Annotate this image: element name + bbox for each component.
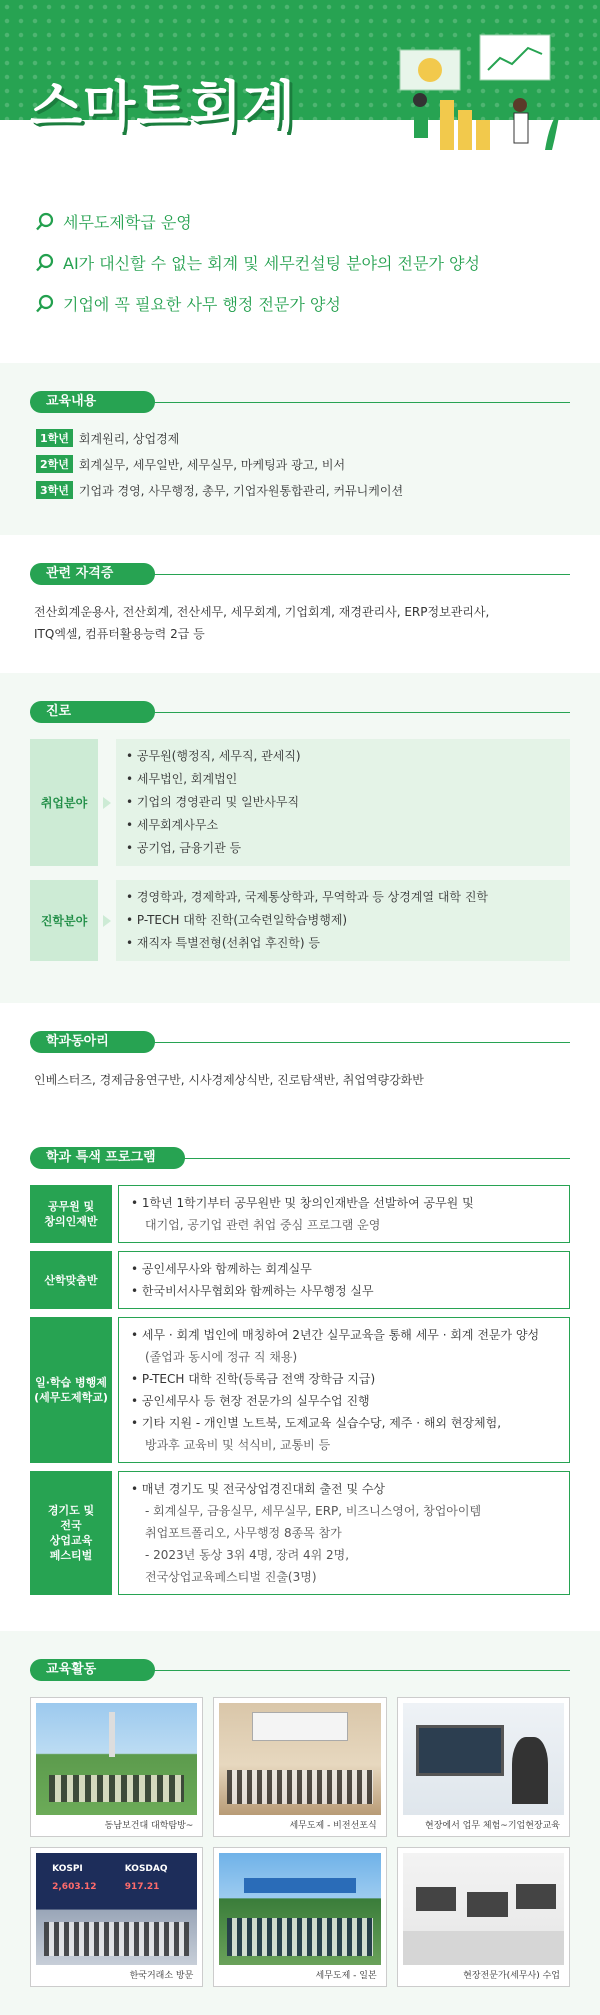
program-line: • 매년 경기도 및 전국상업경진대회 출전 및 수상 bbox=[131, 1482, 386, 1496]
program-label bbox=[30, 1471, 112, 1595]
section-title: 학과동아리 bbox=[30, 1031, 155, 1053]
photo-caption: 동남보건대 대학탐방~ bbox=[104, 1821, 194, 1831]
activity-photo[interactable] bbox=[30, 1697, 203, 1837]
clubs-text: 인베스터즈, 경제금융연구반, 시사경제상식반, 진로탐색반, 취업역량강화반 bbox=[34, 1073, 424, 1087]
program-body bbox=[118, 1251, 570, 1309]
section-header bbox=[30, 391, 570, 413]
grade-text: 회계원리, 상업경제 bbox=[78, 431, 180, 446]
photo-caption: 현장에서 업무 체험~기업현장교육 bbox=[425, 1821, 560, 1831]
grade-row bbox=[36, 481, 570, 499]
grade-tag: 2학년 bbox=[36, 455, 73, 473]
photo-image bbox=[403, 1703, 564, 1815]
section-header bbox=[30, 563, 570, 585]
section-title: 관련 자격증 bbox=[30, 563, 155, 585]
program-row bbox=[30, 1471, 570, 1595]
career-label: 취업분야 bbox=[30, 739, 98, 866]
program-line: 취업포트폴리오, 사무행정 8종목 참가 bbox=[145, 1526, 342, 1540]
career-label: 진학분야 bbox=[30, 880, 98, 961]
career-list bbox=[116, 880, 570, 961]
photo-caption: 한국거래소 방문 bbox=[129, 1971, 194, 1981]
program-line: • 기타 지원 - 개인별 노트북, 도제교육 실습수당, 제주 · 해외 현장체험, bbox=[131, 1416, 502, 1430]
header-banner bbox=[0, 0, 600, 160]
program-line: 전국상업교육페스티벌 진출(3명) bbox=[145, 1570, 317, 1584]
grade-tag: 1학년 bbox=[36, 429, 73, 447]
career-item: • 경영학과, 경제학과, 국제통상학과, 무역학과 등 상경계열 대학 진학 bbox=[126, 890, 489, 904]
section-header bbox=[30, 1659, 570, 1681]
program-row bbox=[30, 1317, 570, 1463]
kospi-value: 2,603.12 bbox=[52, 1882, 97, 1893]
program-label-text: 산학맞춤반 bbox=[44, 1273, 98, 1287]
activities-section bbox=[0, 1631, 600, 2015]
kosdaq-value: 917.21 bbox=[124, 1882, 160, 1893]
intro-text: AI가 대신할 수 없는 회계 및 세무컨설팅 분야의 전문가 양성 bbox=[63, 254, 480, 273]
section-title: 진로 bbox=[30, 701, 155, 723]
grade-text: 기업과 경영, 사무행정, 총무, 기업자원통합관리, 커뮤니케이션 bbox=[78, 483, 404, 498]
program-line: • P-TECH 대학 진학(등록금 전액 장학금 지급) bbox=[131, 1372, 376, 1386]
kospi-label: KOSPI bbox=[52, 1864, 83, 1875]
activity-photo[interactable] bbox=[397, 1697, 570, 1837]
career-item: • 재직자 특별전형(선취업 후진학) 등 bbox=[126, 936, 320, 950]
grade-tag: 3학년 bbox=[36, 481, 73, 499]
program-line: • 1학년 1학기부터 공무원반 및 창의인재반을 선발하여 공무원 및 bbox=[131, 1196, 474, 1210]
program-body bbox=[118, 1185, 570, 1243]
program-label-text: 경기도 및 전국 상업교육 페스티벌 bbox=[47, 1504, 95, 1562]
program-line: • 공인세무사 등 현장 전문가의 실무수업 진행 bbox=[131, 1394, 370, 1408]
section-header bbox=[30, 1031, 570, 1053]
program-line: - 회계실무, 금융실무, 세무실무, ERP, 비즈니스영어, 창업아이템 bbox=[145, 1504, 482, 1518]
intro-item bbox=[35, 251, 565, 274]
program-label-text: 일·학습 병행제 (세무도제학교) bbox=[34, 1376, 108, 1404]
career-item: • 공무원(행정직, 세무직, 관세직) bbox=[126, 749, 301, 763]
career-list bbox=[116, 739, 570, 866]
program-line: • 한국비서사무협회와 함께하는 사무행정 실무 bbox=[131, 1284, 374, 1298]
career-section bbox=[0, 673, 600, 1003]
program-line: - 2023년 동상 3위 4명, 장려 4위 2명, bbox=[145, 1548, 350, 1562]
section-header bbox=[30, 701, 570, 723]
activity-photo[interactable] bbox=[397, 1847, 570, 1987]
program-label bbox=[30, 1251, 112, 1309]
photo-caption: 세무도제 - 비전선포식 bbox=[289, 1821, 377, 1831]
education-section bbox=[0, 363, 600, 535]
photo-image bbox=[219, 1703, 380, 1815]
grade-row bbox=[36, 429, 570, 447]
photo-image bbox=[219, 1853, 380, 1965]
section-title: 교육활동 bbox=[30, 1659, 155, 1681]
certs-line: ITQ엑셀, 컴퓨터활용능력 2급 등 bbox=[34, 627, 205, 641]
arrow-right-icon bbox=[98, 880, 116, 961]
program-body bbox=[118, 1471, 570, 1595]
program-label-text: 공무원 및 창의인재반 bbox=[44, 1200, 98, 1228]
intro-item bbox=[35, 292, 565, 315]
programs-section bbox=[0, 1119, 600, 1631]
certs-section bbox=[0, 535, 600, 673]
search-icon bbox=[35, 212, 55, 232]
career-item: • 공기업, 금융기관 등 bbox=[126, 841, 242, 855]
career-study bbox=[30, 880, 570, 961]
page-title: 스마트회계 bbox=[30, 75, 296, 138]
career-item: • 세무회계사무소 bbox=[126, 818, 219, 832]
program-line: • 세무 · 회계 법인에 매칭하여 2년간 실무교육을 통해 세무 · 회계 전문가 양성 bbox=[131, 1328, 540, 1342]
career-item: • 기업의 경영관리 및 일반사무직 bbox=[126, 795, 300, 809]
kosdaq-label: KOSDAQ bbox=[124, 1864, 168, 1875]
photo-caption: 현장전문가(세무사) 수업 bbox=[463, 1971, 560, 1981]
photo-image bbox=[36, 1703, 197, 1815]
section-title: 교육내용 bbox=[30, 391, 155, 413]
grade-row bbox=[36, 455, 570, 473]
section-title: 학과 특색 프로그램 bbox=[30, 1147, 185, 1169]
program-line: 대기업, 공기업 관련 취업 중심 프로그램 운영 bbox=[145, 1218, 381, 1232]
search-icon bbox=[35, 294, 55, 314]
program-line: • 공인세무사와 함께하는 회계실무 bbox=[131, 1262, 312, 1276]
program-label bbox=[30, 1185, 112, 1243]
photo-image bbox=[403, 1853, 564, 1965]
arrow-right-icon bbox=[98, 739, 116, 866]
photo-grid bbox=[30, 1697, 570, 1987]
photo-image bbox=[36, 1853, 197, 1965]
photo-caption: 세무도제 - 일본 bbox=[315, 1971, 377, 1981]
career-item: • P-TECH 대학 진학(고숙련일학습병행제) bbox=[126, 913, 348, 927]
program-row bbox=[30, 1251, 570, 1309]
search-icon bbox=[35, 253, 55, 273]
grade-text: 회계실무, 세무일반, 세무실무, 마케팅과 광고, 비서 bbox=[78, 457, 346, 472]
intro-list bbox=[0, 160, 600, 363]
career-item: • 세무법인, 회계법인 bbox=[126, 772, 238, 786]
office-illustration bbox=[380, 30, 570, 160]
program-row bbox=[30, 1185, 570, 1243]
intro-text: 기업에 꼭 필요한 사무 행정 전문가 양성 bbox=[63, 295, 341, 314]
section-header bbox=[30, 1147, 570, 1169]
program-line: 방과후 교육비 및 석식비, 교통비 등 bbox=[145, 1438, 331, 1452]
program-body bbox=[118, 1317, 570, 1463]
intro-text: 세무도제학급 운영 bbox=[63, 213, 192, 232]
program-line: (졸업과 동시에 정규 직 채용) bbox=[145, 1350, 298, 1364]
program-label bbox=[30, 1317, 112, 1463]
activity-photo[interactable] bbox=[213, 1697, 386, 1837]
activity-photo[interactable] bbox=[213, 1847, 386, 1987]
clubs-section bbox=[0, 1003, 600, 1119]
certs-line: 전산회계운용사, 전산회계, 전산세무, 세무회계, 기업회계, 재경관리사, ERP정보관리사, bbox=[34, 605, 490, 619]
career-job bbox=[30, 739, 570, 866]
activity-photo[interactable] bbox=[30, 1847, 203, 1987]
intro-item bbox=[35, 210, 565, 233]
